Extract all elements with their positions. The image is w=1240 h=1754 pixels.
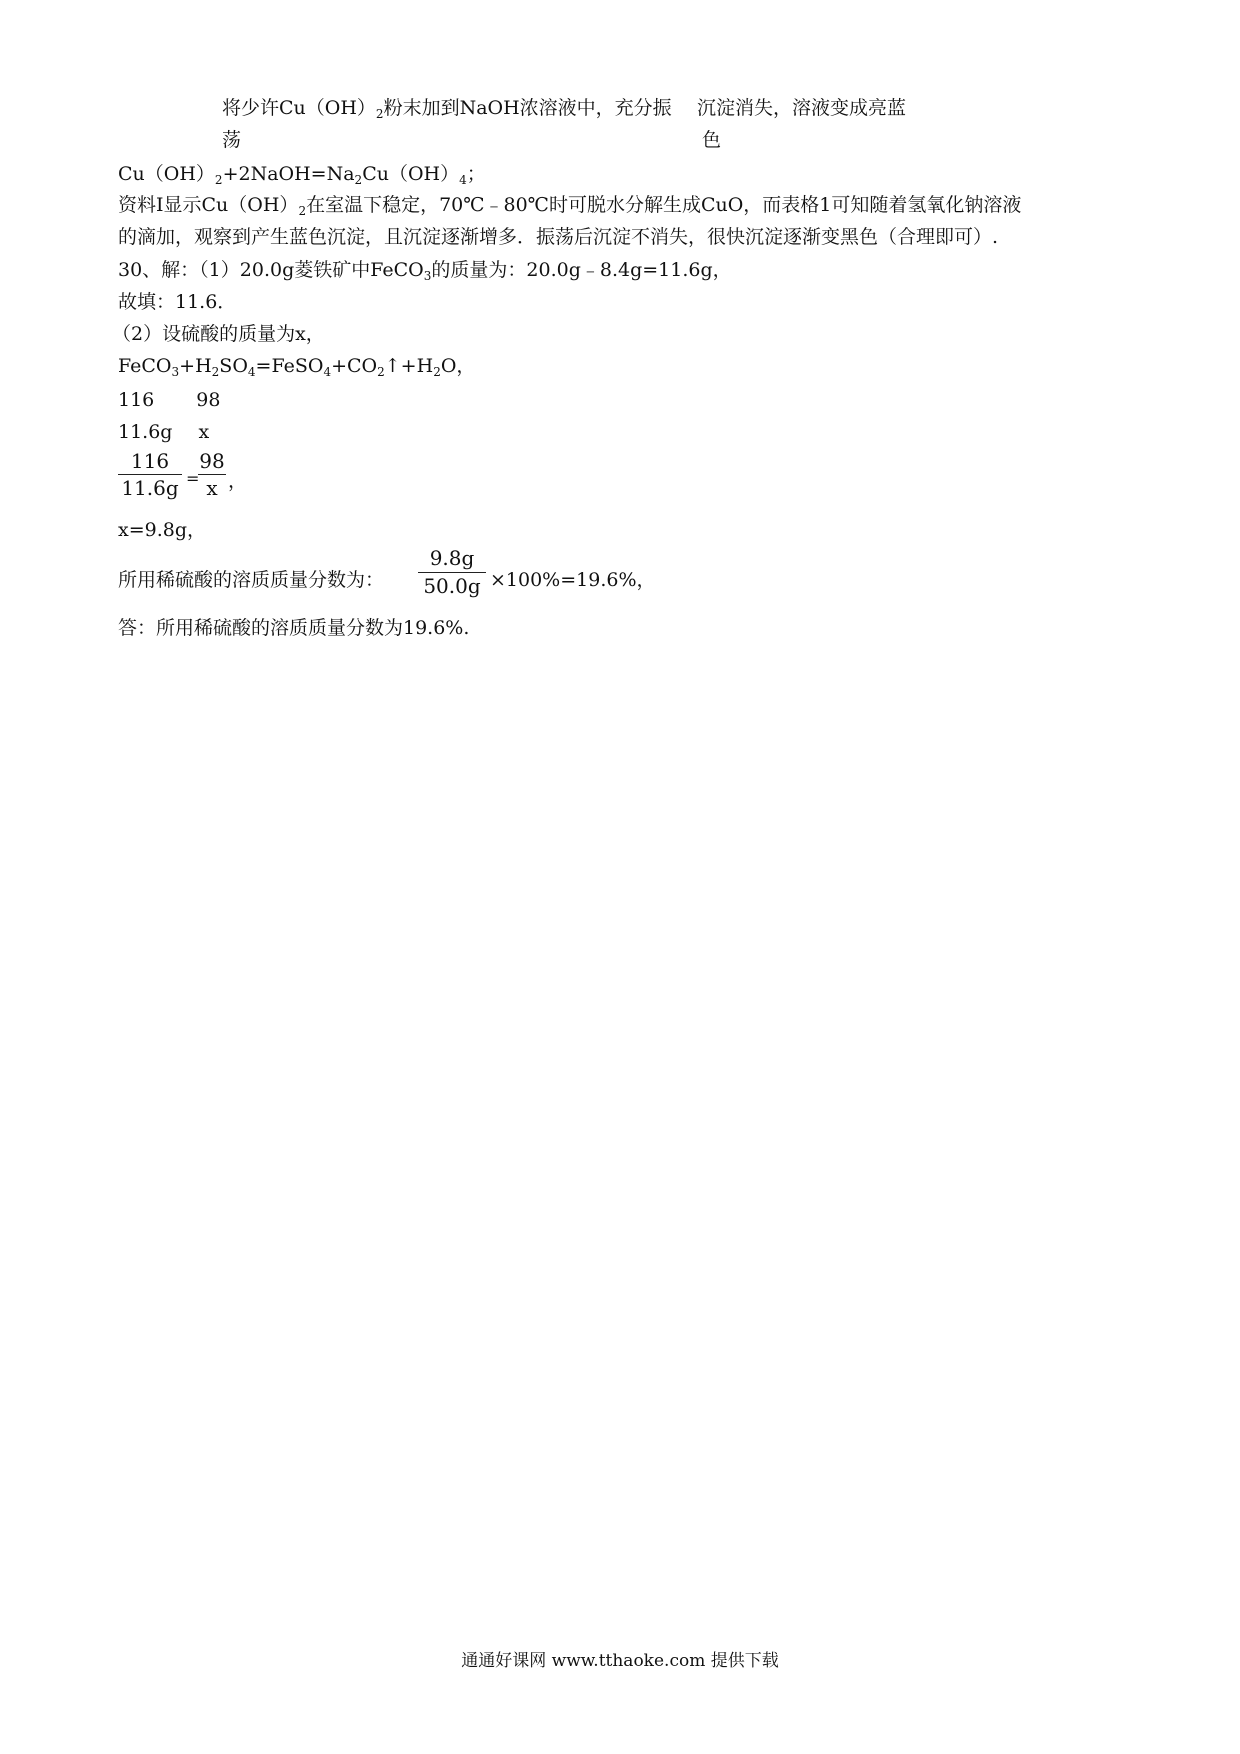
fraction-bar [418, 572, 486, 573]
equation-feco3-h2so4: $FeCO_3+H_2SO_4=FeSO_4+CO_2↑+H_2O$， [118, 355, 476, 379]
explanation-line-1: 资料Ⅰ显示$Cu(OH)_2$在室温下稳定，70℃﹣80℃时可脱水分解生成CuO，而表格1可知随着氢氧化钠溶液 [118, 194, 1022, 218]
concentration-label: 所用稀硫酸的溶质质量分数为： [118, 569, 385, 591]
equation-cu-oh-naoh: $Cu(OH)_2+2NaOH=Na_2Cu(OH)_4$； [118, 163, 486, 187]
proportion-comma: ， [228, 470, 248, 492]
fill-answer: 故填：11.6． [118, 291, 237, 313]
experiment-operation-line: 将少许$Cu(OH)_2$粉末加到NaOH浓溶液中，充分振 [222, 97, 672, 121]
experiment-phenomenon-line: 沉淀消失，溶液变成亮蓝 [697, 97, 907, 119]
proportion-equation [118, 449, 258, 509]
final-answer: 答：所用稀硫酸的溶质质量分数为19.6%. [118, 617, 470, 639]
fraction-bar [198, 474, 226, 475]
proportion-fraction-left: 116 11.6g [118, 449, 182, 500]
explanation-line-2: 的滴加，观察到产生蓝色沉淀，且沉淀逐渐增多．振荡后沉淀不消失，很快沉淀逐渐变黑色（合理即可）. [118, 226, 999, 248]
part-2-setup: （2）设硫酸的质量为x， [112, 323, 325, 345]
experiment-phenomenon-wrap: 色 [702, 129, 722, 151]
molar-mass-row: 116 98 [118, 389, 221, 411]
fraction-bar [118, 474, 182, 475]
experiment-operation-wrap: 荡 [222, 129, 242, 151]
question-30-part-1: 30、解：（1）20.0g菱铁矿中FeCO$_3$的质量为：20.0g﹣8.4g=11.6g， [118, 259, 732, 283]
page-footer: 通通好课网 www.tthaoke.com 提供下载 [461, 1651, 779, 1671]
result-x: x=9.8g， [118, 519, 207, 541]
concentration-fraction: 9.8g 50.0g [418, 546, 486, 599]
concentration-result: ×100%=19.6%， [490, 569, 656, 591]
mass-row: 11.6g x [118, 421, 210, 443]
concentration-line [118, 546, 678, 610]
proportion-equals: = [186, 469, 200, 488]
proportion-fraction-right: 98 x [199, 449, 225, 500]
